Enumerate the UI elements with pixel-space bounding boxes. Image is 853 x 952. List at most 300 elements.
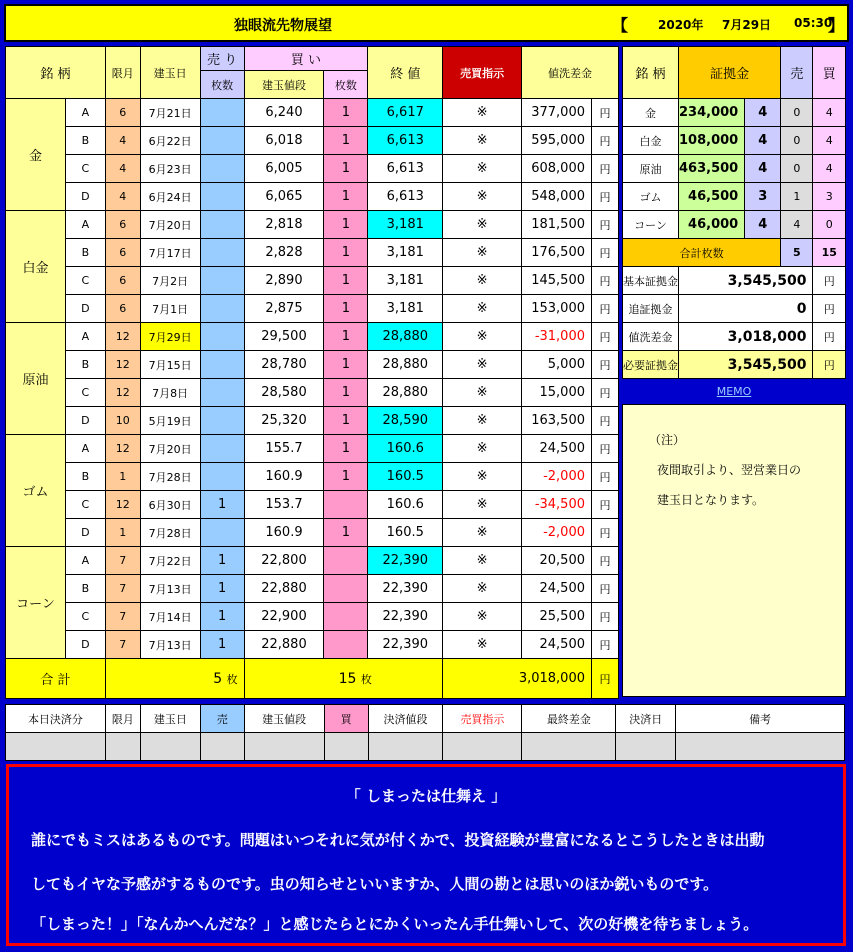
- contract-month: 1: [105, 519, 140, 547]
- contract-month: 7: [105, 575, 140, 603]
- position-row: [6, 407, 619, 435]
- total-sell-value: 5: [213, 670, 223, 687]
- series-letter: A: [65, 211, 105, 239]
- margin-amount: 108,000: [679, 127, 745, 155]
- open-price: 22,880: [244, 631, 324, 659]
- contract-month: 7: [105, 547, 140, 575]
- header-open-price: 建玉値段: [244, 71, 324, 99]
- margin-count: 4: [745, 155, 781, 183]
- open-date: 7月13日: [140, 631, 200, 659]
- open-date: 6月22日: [140, 127, 200, 155]
- margin-count: 4: [745, 99, 781, 127]
- margin-summary-row: [623, 323, 846, 351]
- margin-amount: 46,500: [679, 183, 745, 211]
- memo-header: [622, 380, 846, 400]
- yen-unit: 円: [592, 295, 619, 323]
- position-row: [6, 379, 619, 407]
- header-buy: 買 い: [244, 47, 368, 71]
- memo-link[interactable]: MEMO: [716, 385, 752, 398]
- yen-unit: 円: [592, 239, 619, 267]
- group-name: 金: [6, 99, 66, 211]
- header-close: 終 値: [368, 47, 443, 99]
- diff-value: 5,000: [522, 351, 592, 379]
- series-letter: B: [65, 463, 105, 491]
- open-date: 7月20日: [140, 211, 200, 239]
- margin-table: [622, 46, 846, 379]
- position-row: [6, 99, 619, 127]
- positions-table: [5, 46, 619, 699]
- position-row: [6, 183, 619, 211]
- settle-cell[interactable]: [105, 733, 140, 761]
- instruction: ※: [443, 351, 522, 379]
- page-title: 独眼流先物展望: [234, 18, 332, 34]
- settle-header: 建玉日: [140, 705, 200, 733]
- header-sell: 売 り: [200, 47, 244, 71]
- diff-value: 595,000: [522, 127, 592, 155]
- series-letter: D: [65, 407, 105, 435]
- yen-unit: 円: [592, 351, 619, 379]
- settlement-table: [5, 704, 845, 761]
- buy-count: 1: [324, 127, 368, 155]
- settle-cell[interactable]: [140, 733, 200, 761]
- header-date: 7月29日: [722, 18, 772, 32]
- buy-count: [324, 575, 368, 603]
- sell-count: [200, 239, 244, 267]
- close-price: 22,390: [368, 575, 443, 603]
- group-name: コーン: [6, 547, 66, 659]
- settle-header: 建玉値段: [244, 705, 324, 733]
- buy-count: [324, 547, 368, 575]
- position-row: [6, 239, 619, 267]
- yen-unit: 円: [813, 295, 846, 323]
- position-row: [6, 575, 619, 603]
- open-price: 2,828: [244, 239, 324, 267]
- header-open-date: 建玉日: [140, 47, 200, 99]
- message-line-3: 「しまった！」「なんかへんだな？」と感じたらとにかくいったん手仕舞いして、次の好機を待ちましょう。: [31, 915, 759, 933]
- diff-value: -31,000: [522, 323, 592, 351]
- yen-unit: 円: [592, 379, 619, 407]
- settle-cell[interactable]: [6, 733, 106, 761]
- header-buy-count: 枚数: [324, 71, 368, 99]
- contract-month: 1: [105, 463, 140, 491]
- series-letter: B: [65, 351, 105, 379]
- series-letter: A: [65, 435, 105, 463]
- open-date: 7月28日: [140, 519, 200, 547]
- series-letter: C: [65, 603, 105, 631]
- series-letter: A: [65, 323, 105, 351]
- header-sell-count: 枚数: [200, 71, 244, 99]
- group-name: 原油: [6, 323, 66, 435]
- close-price: 160.6: [368, 435, 443, 463]
- instruction: ※: [443, 547, 522, 575]
- diff-value: 608,000: [522, 155, 592, 183]
- buy-count: 1: [324, 351, 368, 379]
- margin-row: [623, 155, 846, 183]
- margin-count: 4: [745, 211, 781, 239]
- yen-unit: 円: [592, 407, 619, 435]
- position-row: [6, 547, 619, 575]
- instruction: ※: [443, 407, 522, 435]
- total-label: 合 計: [6, 659, 106, 699]
- bracket-close: 】: [828, 16, 845, 35]
- header-instruction: 売買指示: [443, 47, 522, 99]
- title-bar: [4, 4, 849, 42]
- series-letter: D: [65, 295, 105, 323]
- header-year: 2020年: [658, 18, 704, 32]
- settle-header: 最終差金: [522, 705, 616, 733]
- close-price: 22,390: [368, 603, 443, 631]
- yen-unit: 円: [592, 463, 619, 491]
- contract-month: 4: [105, 183, 140, 211]
- diff-value: 176,500: [522, 239, 592, 267]
- position-row: [6, 519, 619, 547]
- open-date: 7月2日: [140, 267, 200, 295]
- message-line-1: 誰にでもミスはあるものです。問題はいつそれに気が付くかで、投資経験が豊富になるとこうしたときは出動: [31, 831, 765, 849]
- open-price: 2,875: [244, 295, 324, 323]
- margin-brand: コーン: [623, 211, 679, 239]
- total-sell-unit: 枚: [226, 672, 238, 686]
- margin-summary-row: [623, 295, 846, 323]
- open-date: 7月29日: [140, 323, 200, 351]
- margin-header-amount: 証拠金: [679, 47, 781, 99]
- instruction: ※: [443, 379, 522, 407]
- group-name: 白金: [6, 211, 66, 323]
- margin-row: [623, 211, 846, 239]
- yen-unit: 円: [592, 155, 619, 183]
- message-title: 「 しまったは仕舞え 」: [345, 787, 507, 805]
- margin-header-brand: 銘 柄: [623, 47, 679, 99]
- diff-value: 163,500: [522, 407, 592, 435]
- margin-total-buy: 15: [813, 239, 846, 267]
- diff-value: 181,500: [522, 211, 592, 239]
- position-row: [6, 351, 619, 379]
- header-brand: 銘 柄: [6, 47, 106, 99]
- open-date: 5月19日: [140, 407, 200, 435]
- settle-header: 決済日: [616, 705, 676, 733]
- diff-value: 15,000: [522, 379, 592, 407]
- contract-month: 6: [105, 211, 140, 239]
- open-price: 6,018: [244, 127, 324, 155]
- series-letter: A: [65, 547, 105, 575]
- instruction: ※: [443, 267, 522, 295]
- buy-count: 1: [324, 155, 368, 183]
- position-row: [6, 631, 619, 659]
- margin-sell: 1: [781, 183, 813, 211]
- margin-brand: 金: [623, 99, 679, 127]
- buy-count: [324, 631, 368, 659]
- summary-value: 3,545,500: [679, 351, 813, 379]
- summary-label: 必要証拠金: [623, 351, 679, 379]
- position-row: [6, 435, 619, 463]
- contract-month: 6: [105, 267, 140, 295]
- open-date: 6月23日: [140, 155, 200, 183]
- diff-value: 145,500: [522, 267, 592, 295]
- close-price: 6,617: [368, 99, 443, 127]
- total-yen: 円: [592, 659, 619, 699]
- margin-sell: 0: [781, 155, 813, 183]
- summary-label: 基本証拠金: [623, 267, 679, 295]
- series-letter: B: [65, 239, 105, 267]
- open-date: 6月24日: [140, 183, 200, 211]
- buy-count: [324, 603, 368, 631]
- open-date: 7月8日: [140, 379, 200, 407]
- margin-sell: 0: [781, 99, 813, 127]
- total-sell: [105, 659, 244, 699]
- margin-buy: 3: [813, 183, 846, 211]
- sell-count: [200, 99, 244, 127]
- header-month: 限月: [105, 47, 140, 99]
- contract-month: 6: [105, 295, 140, 323]
- buy-count: 1: [324, 463, 368, 491]
- close-price: 160.5: [368, 519, 443, 547]
- summary-label: 値洗差金: [623, 323, 679, 351]
- series-letter: D: [65, 519, 105, 547]
- settle-cell[interactable]: [324, 733, 368, 761]
- diff-value: 24,500: [522, 631, 592, 659]
- close-price: 28,880: [368, 379, 443, 407]
- memo-line: （注）: [649, 433, 686, 447]
- position-row: [6, 323, 619, 351]
- yen-unit: 円: [592, 547, 619, 575]
- message-box: [6, 764, 846, 946]
- sell-count: [200, 435, 244, 463]
- yen-unit: 円: [813, 323, 846, 351]
- yen-unit: 円: [592, 127, 619, 155]
- sell-count: [200, 183, 244, 211]
- margin-sell: 0: [781, 127, 813, 155]
- settle-header: 売: [200, 705, 244, 733]
- series-letter: C: [65, 155, 105, 183]
- total-buy: [244, 659, 443, 699]
- position-row: [6, 491, 619, 519]
- close-price: 28,880: [368, 323, 443, 351]
- series-letter: B: [65, 575, 105, 603]
- open-price: 160.9: [244, 463, 324, 491]
- position-row: [6, 267, 619, 295]
- margin-header-buy: 買: [813, 47, 846, 99]
- settle-header: 買: [324, 705, 368, 733]
- instruction: ※: [443, 127, 522, 155]
- yen-unit: 円: [592, 519, 619, 547]
- close-price: 28,880: [368, 351, 443, 379]
- instruction: ※: [443, 603, 522, 631]
- series-letter: C: [65, 491, 105, 519]
- close-price: 6,613: [368, 127, 443, 155]
- contract-month: 12: [105, 491, 140, 519]
- series-letter: C: [65, 379, 105, 407]
- series-letter: B: [65, 127, 105, 155]
- close-price: 28,590: [368, 407, 443, 435]
- open-price: 22,800: [244, 547, 324, 575]
- sell-count: [200, 379, 244, 407]
- margin-header-sell: 売: [781, 47, 813, 99]
- open-date: 7月21日: [140, 99, 200, 127]
- margin-count: 3: [745, 183, 781, 211]
- contract-month: 12: [105, 435, 140, 463]
- close-price: 22,390: [368, 631, 443, 659]
- sell-count: [200, 211, 244, 239]
- close-price: 160.6: [368, 491, 443, 519]
- diff-value: 25,500: [522, 603, 592, 631]
- diff-value: -2,000: [522, 463, 592, 491]
- margin-total-label: 合計枚数: [623, 239, 781, 267]
- series-letter: D: [65, 183, 105, 211]
- buy-count: 1: [324, 435, 368, 463]
- position-row: [6, 211, 619, 239]
- margin-sell: 4: [781, 211, 813, 239]
- sell-count: [200, 295, 244, 323]
- buy-count: 1: [324, 267, 368, 295]
- instruction: ※: [443, 99, 522, 127]
- margin-brand: 原油: [623, 155, 679, 183]
- open-date: 7月1日: [140, 295, 200, 323]
- instruction: ※: [443, 211, 522, 239]
- sell-count: [200, 127, 244, 155]
- instruction: ※: [443, 519, 522, 547]
- buy-count: 1: [324, 519, 368, 547]
- contract-month: 6: [105, 99, 140, 127]
- memo-box: [622, 404, 846, 697]
- settle-cell[interactable]: [368, 733, 443, 761]
- close-price: 3,181: [368, 295, 443, 323]
- buy-count: 1: [324, 99, 368, 127]
- settle-cell[interactable]: [244, 733, 324, 761]
- instruction: ※: [443, 239, 522, 267]
- margin-summary-row: [623, 351, 846, 379]
- open-date: 7月14日: [140, 603, 200, 631]
- open-price: 29,500: [244, 323, 324, 351]
- contract-month: 12: [105, 379, 140, 407]
- sell-count: [200, 323, 244, 351]
- contract-month: 6: [105, 239, 140, 267]
- position-row: [6, 603, 619, 631]
- buy-count: [324, 491, 368, 519]
- margin-amount: 234,000: [679, 99, 745, 127]
- margin-count: 4: [745, 127, 781, 155]
- yen-unit: 円: [592, 491, 619, 519]
- total-diff: 3,018,000: [443, 659, 592, 699]
- settle-cell[interactable]: [200, 733, 244, 761]
- yen-unit: 円: [592, 603, 619, 631]
- yen-unit: 円: [592, 211, 619, 239]
- total-buy-value: 15: [338, 670, 357, 687]
- sell-count: 1: [200, 631, 244, 659]
- sell-count: 1: [200, 491, 244, 519]
- close-price: 6,613: [368, 155, 443, 183]
- instruction: ※: [443, 631, 522, 659]
- total-buy-unit: 枚: [360, 672, 372, 686]
- contract-month: 4: [105, 155, 140, 183]
- margin-summary-row: [623, 267, 846, 295]
- position-row: [6, 463, 619, 491]
- margin-brand: 白金: [623, 127, 679, 155]
- sell-count: [200, 351, 244, 379]
- close-price: 3,181: [368, 267, 443, 295]
- sell-count: [200, 519, 244, 547]
- buy-count: 1: [324, 239, 368, 267]
- open-date: 6月30日: [140, 491, 200, 519]
- margin-buy: 4: [813, 155, 846, 183]
- contract-month: 10: [105, 407, 140, 435]
- sell-count: [200, 463, 244, 491]
- yen-unit: 円: [813, 351, 846, 379]
- memo-line: 夜間取引より、翌営業日の: [657, 463, 802, 477]
- open-date: 7月28日: [140, 463, 200, 491]
- buy-count: 1: [324, 323, 368, 351]
- instruction: ※: [443, 575, 522, 603]
- sell-count: 1: [200, 575, 244, 603]
- settle-header: 本日決済分: [6, 705, 106, 733]
- sell-count: 1: [200, 603, 244, 631]
- yen-unit: 円: [592, 631, 619, 659]
- open-price: 28,780: [244, 351, 324, 379]
- margin-row: [623, 99, 846, 127]
- close-price: 160.5: [368, 463, 443, 491]
- position-row: [6, 155, 619, 183]
- settle-cell[interactable]: [443, 733, 522, 761]
- diff-value: 20,500: [522, 547, 592, 575]
- margin-row: [623, 183, 846, 211]
- diff-value: 153,000: [522, 295, 592, 323]
- group-name: ゴム: [6, 435, 66, 547]
- settle-cell[interactable]: [522, 733, 616, 761]
- series-letter: D: [65, 631, 105, 659]
- settle-cell[interactable]: [616, 733, 676, 761]
- diff-value: -2,000: [522, 519, 592, 547]
- position-row: [6, 127, 619, 155]
- sell-count: 1: [200, 547, 244, 575]
- buy-count: 1: [324, 295, 368, 323]
- yen-unit: 円: [592, 575, 619, 603]
- settle-header: 備考: [676, 705, 845, 733]
- sell-count: [200, 155, 244, 183]
- sell-count: [200, 407, 244, 435]
- buy-count: 1: [324, 183, 368, 211]
- summary-value: 3,018,000: [679, 323, 813, 351]
- instruction: ※: [443, 463, 522, 491]
- header-diff: 値洗差金: [522, 47, 619, 99]
- open-price: 25,320: [244, 407, 324, 435]
- bracket-open: 【: [612, 16, 629, 35]
- open-date: 7月15日: [140, 351, 200, 379]
- series-letter: A: [65, 99, 105, 127]
- margin-row: [623, 127, 846, 155]
- open-date: 7月20日: [140, 435, 200, 463]
- yen-unit: 円: [592, 323, 619, 351]
- open-price: 22,900: [244, 603, 324, 631]
- diff-value: 24,500: [522, 575, 592, 603]
- instruction: ※: [443, 295, 522, 323]
- open-price: 22,880: [244, 575, 324, 603]
- open-date: 7月17日: [140, 239, 200, 267]
- summary-value: 3,545,500: [679, 267, 813, 295]
- yen-unit: 円: [813, 267, 846, 295]
- open-price: 153.7: [244, 491, 324, 519]
- header-time: 05:30: [794, 16, 833, 30]
- margin-buy: 0: [813, 211, 846, 239]
- instruction: ※: [443, 183, 522, 211]
- instruction: ※: [443, 491, 522, 519]
- settle-cell[interactable]: [676, 733, 845, 761]
- open-price: 6,005: [244, 155, 324, 183]
- open-price: 160.9: [244, 519, 324, 547]
- diff-value: 548,000: [522, 183, 592, 211]
- buy-count: 1: [324, 407, 368, 435]
- close-price: 22,390: [368, 547, 443, 575]
- instruction: ※: [443, 155, 522, 183]
- buy-count: 1: [324, 211, 368, 239]
- summary-value: 0: [679, 295, 813, 323]
